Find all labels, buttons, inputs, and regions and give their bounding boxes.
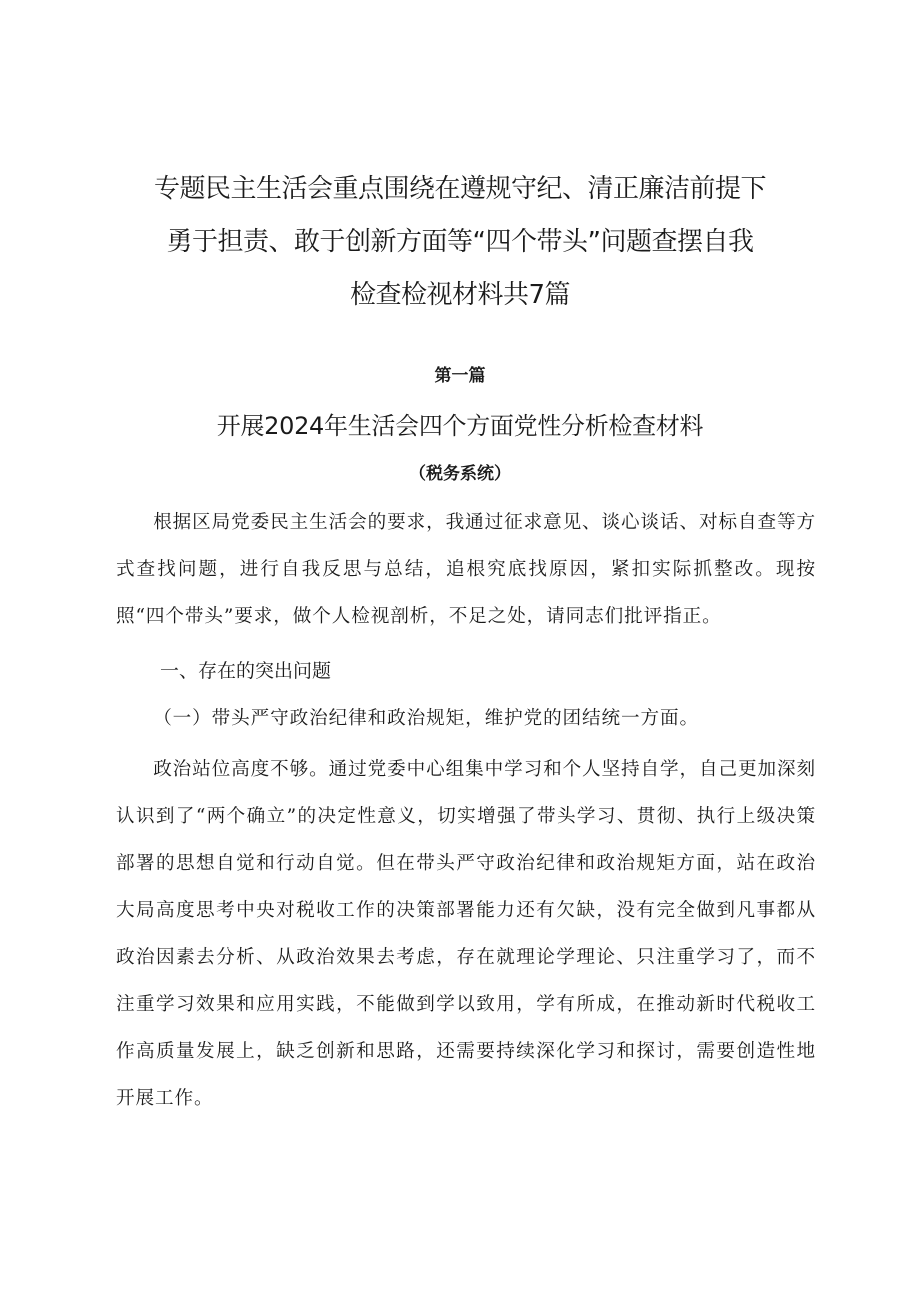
article-title: 开展2024年生活会四个方面党性分析检查材料 [216, 412, 704, 440]
body-paragraph: 政治站位高度不够。通过党委中心组集中学习和个人坚持自学，自己更加深刻认识到了“两个确立”的决定性意义，切实增强了带头学习、贯彻、执行上级决策部署的思想自觉和行动自觉。但在带头严守政治纪律和政治规矩方面，站在政治大局高度思考中央对税收工作的决策部署能力还有欠缺，没有完全做到凡事都从政治因素去分析、从政治效果去考虑，存在就理论学理论、只注重学习了，而不注重学习效果和应用实践，不能做到学以致用，学有所成，在推动新时代税收工作高质量发展上，缺乏创新和思路，还需要持续深化学习和探讨，需要创造性地开展工作。 [116, 759, 816, 1109]
title-line-2: 勇于担责、敢于创新方面等“四个带头”问题查摆自我 [166, 227, 754, 257]
title-line-1: 专题民主生活会重点围绕在遵规守纪、清正廉洁前提下 [153, 174, 766, 204]
title-line-3: 检查检视材料共7篇 [349, 280, 571, 310]
intro-paragraph: 根据区局党委民主生活会的要求，我通过征求意见、谈心谈话、对标自查等方式查找问题，进行自我反思与总结，追根究底找原因，紧扣实际抓整改。现按照“四个带头”要求，做个人检视剖析，不足之处，请同志们批评指正。 [116, 512, 816, 627]
section-heading: 一、存在的突出问题 [160, 660, 332, 682]
document-title [120, 163, 800, 322]
subsection-heading: （一）带头严守政治纪律和政治规矩，维护党的团结统一方面。 [153, 708, 700, 729]
piece-label: 第一篇 [434, 366, 486, 386]
department-label: （税务系统） [409, 464, 511, 484]
